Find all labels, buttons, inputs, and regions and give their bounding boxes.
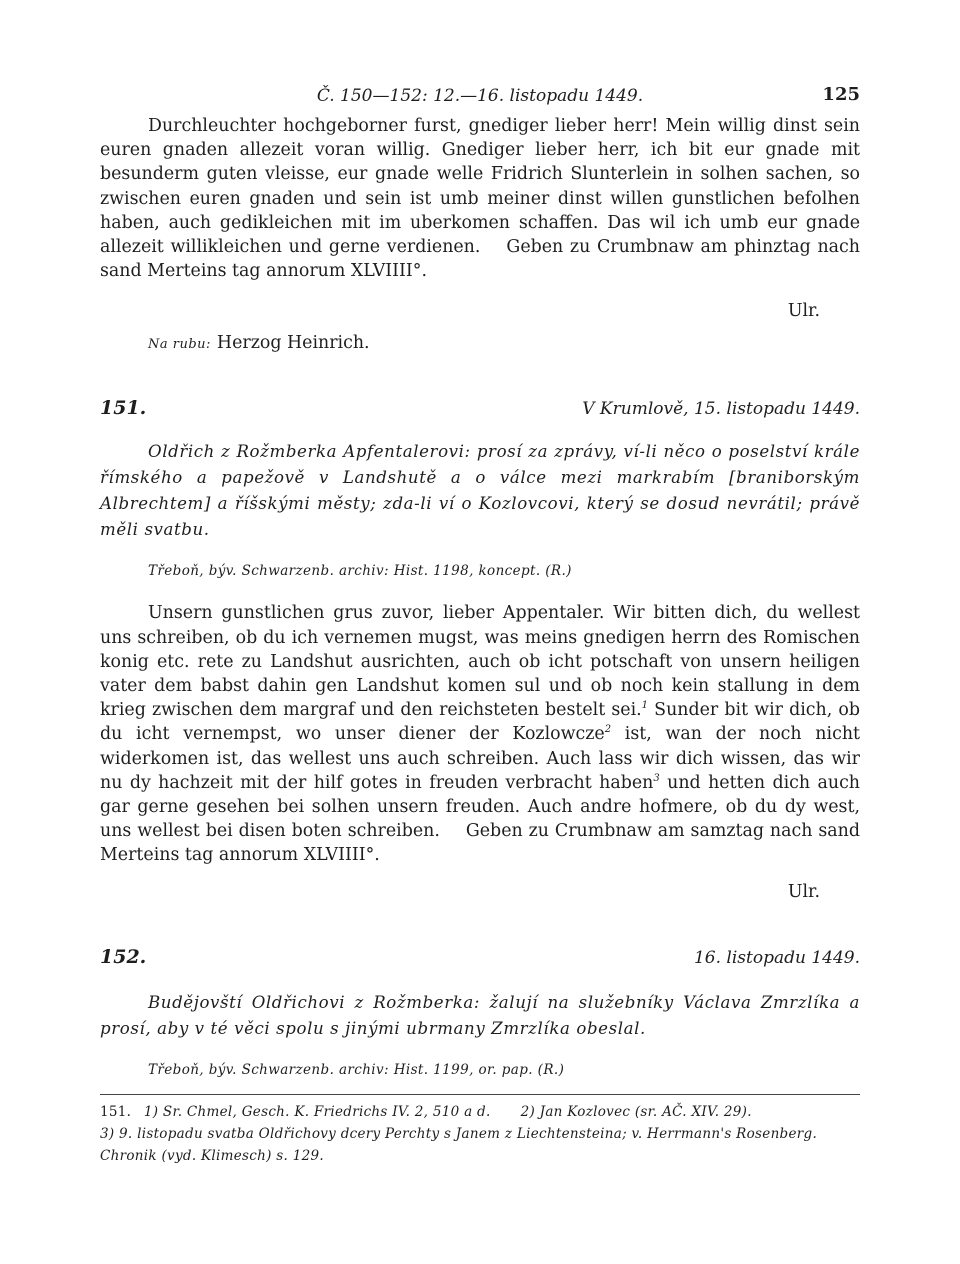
footnote-3: 3) 9. listopadu svatba Oldřichovy dcery Perchty s Janem z Liechtensteina; v. Herrmann's Rosenberg. Chronik (vyd. Klimesch) s. 129. [100,1125,818,1164]
page-header [100,80,860,114]
doc-152-heading [100,946,860,974]
page-number: 125 [822,84,860,105]
doc-151-archive: Třeboň, býv. Schwarzenb. archiv: Hist. 1198, koncept. (R.) [148,563,572,580]
letter-150-signature: Ulr. [787,301,820,322]
footnote-ref-3: 3 [653,773,660,785]
document-152 [100,946,860,1078]
doc-151-text-part-3: ist, wan der noch nicht widerkomen ist, das wellest uns auch schreiben. Auch lass wir dich wissen, das wir nu dy hachzeit mit der hilf gotes in freuden verbracht haben [100,724,861,793]
footnote-ref-1: 1 [641,700,649,712]
doc-151-regest: Oldřich z Rožmberka Apfentalerovi: prosí za zprávy, ví-li něco o poselství krále římského a papežově v Landshutě a o válce mezi markrabím [braniborským Albrechtem] a říšskými městy; zda-li ví o Kozlovcovi, který se dosud nevrátil; právě měli svatbu. [100,442,860,540]
doc-151-text-part-4: und hetten dich auch gar gerne gesehen bei solhen unsern freuden. Auch andre hofmere, ob du dy west, uns wellest bei disen boten schreiben. [100,772,861,842]
verso-note [100,333,860,353]
letter-150-text [100,114,860,283]
doc-152-regest: Budějovští Oldřichovi z Rožmberka: žalují na služebníky Václava Zmrzlíka a prosí, aby v té věci spolu s jinými ubrmany Zmrzlíka obeslal. [100,992,860,1038]
doc-151-number: 151. [100,397,147,420]
document-151 [100,397,860,901]
footnote-1: 1) Sr. Chmel, Gesch. K. Friedrichs IV. 2, 510 a d. [143,1103,491,1120]
doc-151-heading [100,397,860,425]
letter-150-body: Durchleuchter hochgeborner furst, gnediger lieber herr! Mein willig dinst sein euren gnaden allezeit voran willig. Gnediger lieber herr, ich bit eur gnade mit besunderm guten vleisse, eur gnade welle Fridrich Slunterlein in solhen sachen, so zwischen euren gnaden und sein ist umb meiner dinst willen gunstlichen befolhen haben, auch gedikleichen mit im uberkomen schaffen. Das wil ich umb eur gnade allezeit willikleichen und gerne verdienen. [100,116,860,258]
doc-151-text [100,601,860,867]
footnote-line-1 [100,1101,860,1123]
doc-151-text-part-2: Sunder bit wir dich, ob du icht vernempst, wo unser diener der Kozlowcze [100,700,860,745]
doc-151-date: V Krumlově, 15. listopadu 1449. [582,399,860,420]
doc-151-text-part-1: Unsern gunstlichen grus zuvor, lieber Appentaler. Wir bitten dich, du wellest uns schreiben, ob du ich vernemen mugst, was meins gnedigen herrn des Romischen konig etc. rete zu Landshut ausrichten, auch ob icht potschaft von unsern heiligen vater dem babst dahin gen Landshut komen sul und ob noch kein stallung in dem krieg zwischen dem margraf und den reichsteten bestelt sei. [100,603,860,721]
verso-text: Herzog Heinrich. [216,333,370,354]
letter-150 [100,114,860,353]
running-title: Č. 150—152: 12.—16. listopadu 1449. [316,86,644,106]
doc-151-signature: Ulr. [787,881,820,902]
doc-151-closing: Geben zu Crumbnaw am samztag nach sand Merteins tag annorum XLVIIII°. [100,821,860,866]
footnote-doc-label: 151. [100,1103,132,1120]
footnotes [100,1094,860,1167]
footnote-2: 2) Jan Kozlovec (sr. AČ. XIV. 29). [520,1103,752,1120]
doc-152-archive: Třeboň, býv. Schwarzenb. archiv: Hist. 1199, or. pap. (R.) [148,1061,565,1078]
doc-152-date: 16. listopadu 1449. [693,947,860,968]
verso-label: Na rubu: [148,337,211,353]
document-page [100,80,860,1167]
footnote-ref-2: 2 [604,724,612,736]
letter-150-closing: Geben zu Crumbnaw am phinztag nach sand Merteins tag annorum XLVIIII°. [100,237,860,282]
doc-152-number: 152. [100,945,147,968]
